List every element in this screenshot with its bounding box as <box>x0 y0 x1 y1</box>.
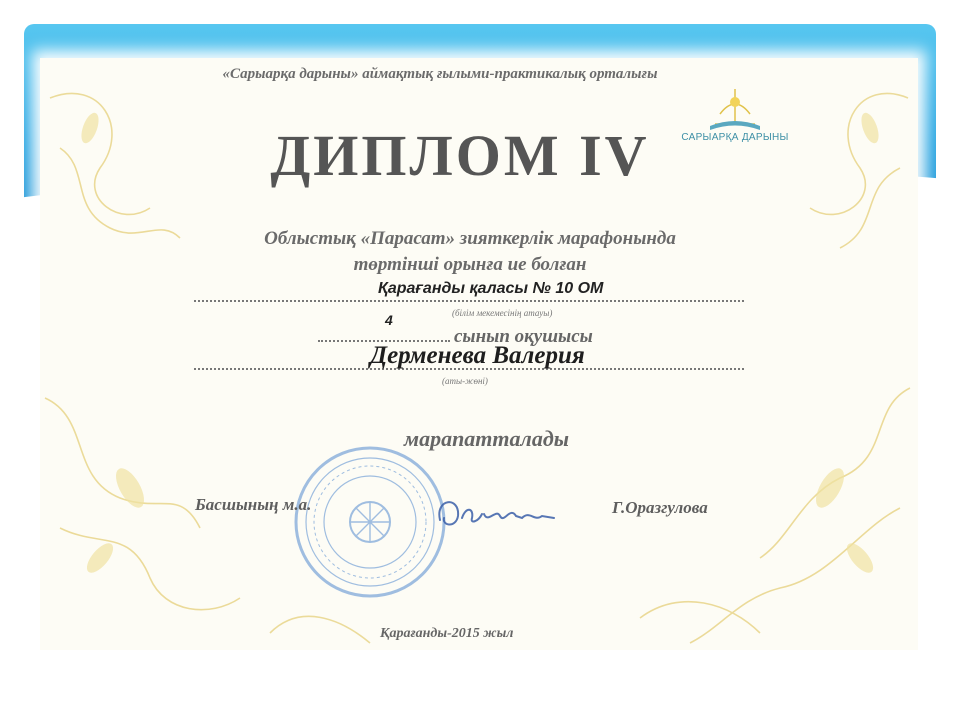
place-line: төртінші орынға ие болған <box>353 254 587 275</box>
logo-text: САРЫАРҚА ДАРЫНЫ <box>681 132 789 143</box>
handwritten-signature <box>430 488 570 538</box>
school-name: Қарағанды қаласы № 10 ОМ <box>378 280 604 297</box>
organization-logo <box>680 84 790 148</box>
diploma-sheet <box>40 58 918 650</box>
grade-label: сынып оқушысы <box>454 326 593 347</box>
grade-number: 4 <box>385 312 393 328</box>
marathon-line: Облыстық «Парасат» зияткерлік марафонында <box>264 228 676 249</box>
city-year: Қарағанды-2015 жыл <box>380 626 514 641</box>
logo-icon <box>680 84 790 134</box>
school-caption: (білім мекемесінің атауы) <box>452 308 553 318</box>
head-title-label: Басшының м.а. <box>195 495 312 514</box>
student-name: Дерменева Валерия <box>370 342 585 369</box>
official-stamp-seal <box>290 442 450 602</box>
head-name: Г.Оразгулова <box>612 498 708 517</box>
diploma-title: ДИПЛОМ IV <box>270 123 650 188</box>
name-caption: (аты-жөні) <box>442 376 488 386</box>
school-dotted-line <box>194 298 744 302</box>
organization-name: «Сарыарқа дарыны» аймақтық ғылыми-практикалық орталығы <box>222 66 658 82</box>
awarded-text: марапатталады <box>404 426 569 451</box>
